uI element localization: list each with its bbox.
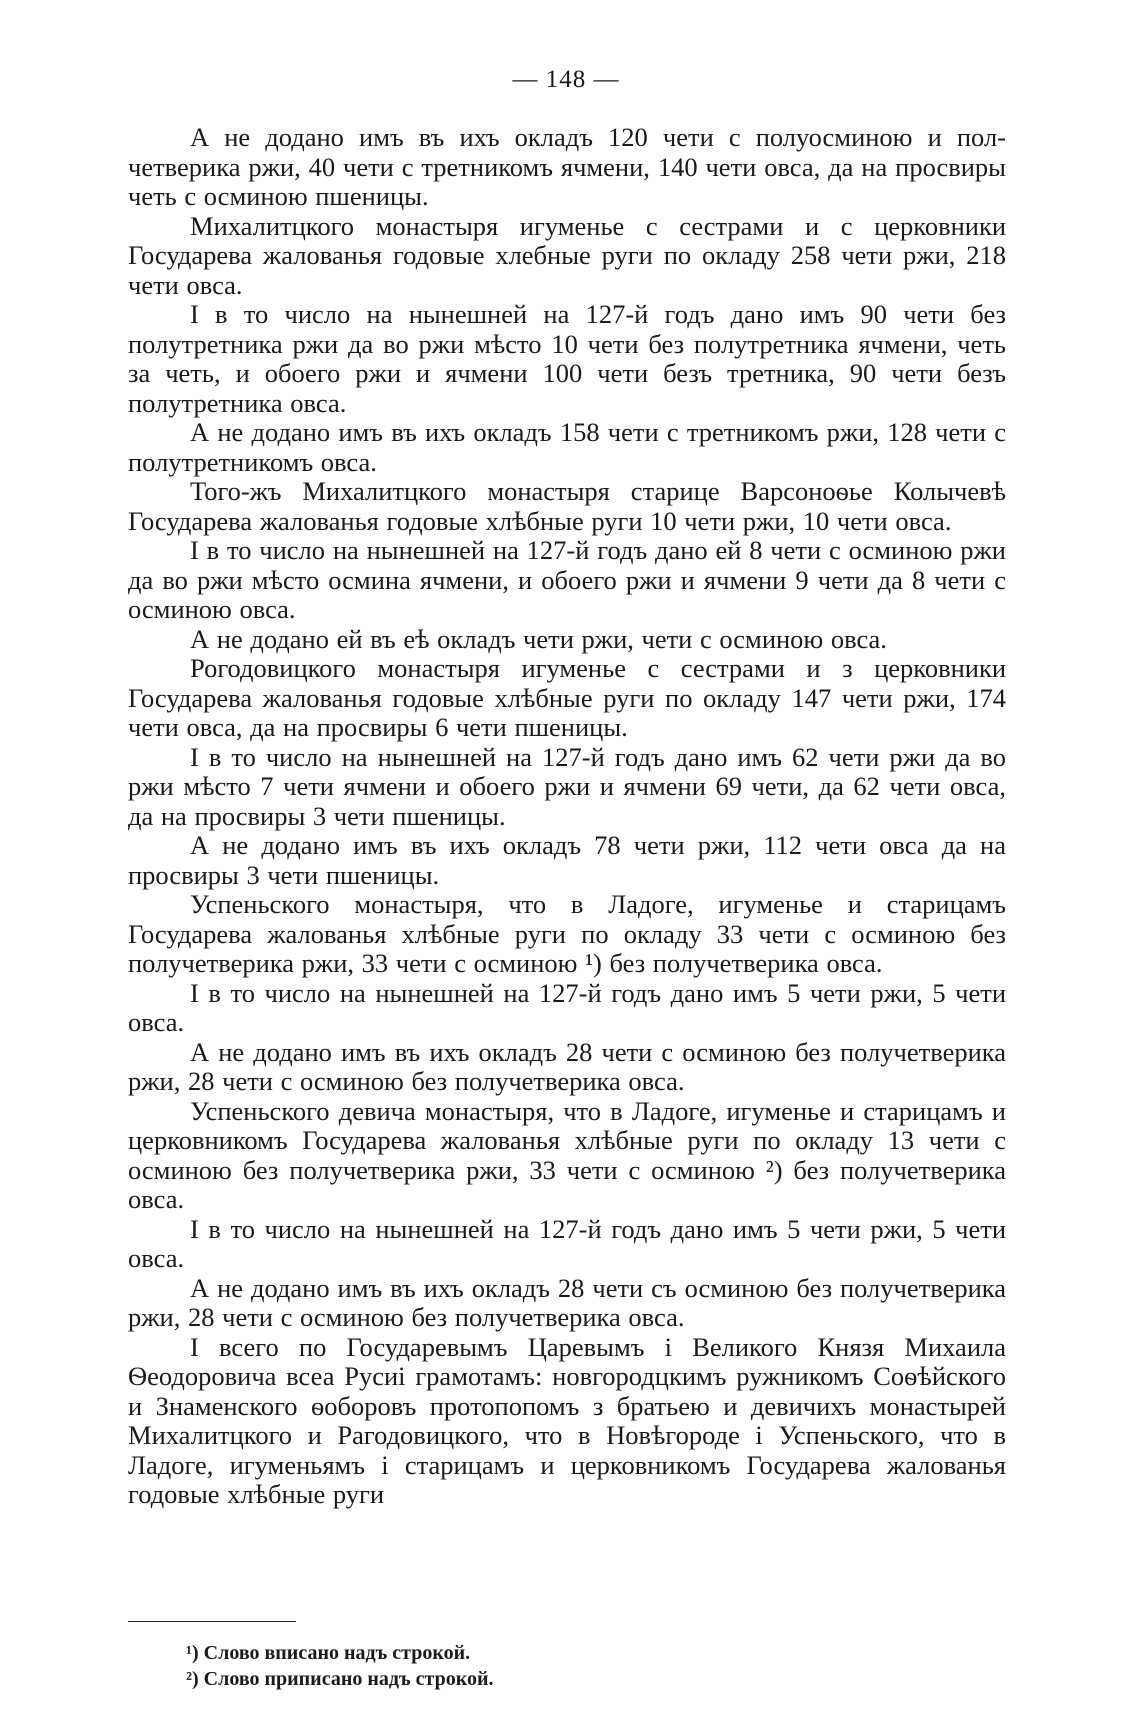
footnote: ¹) Слово вписано надъ строкой. [186, 1642, 471, 1664]
paragraph: А не додано имъ въ ихъ окладъ 78 чети ржи, 112 чети овса да на просвиры 3 чети пшеницы. [128, 830, 1006, 890]
paragraph: І в то число на нынешней на 127-й годъ дано ей 8 чети с осминою ржи да во ржи мѣсто осмина ячмени, и обоего ржи и ячмени 9 чети да 8 чети с осминою овса. [128, 535, 1006, 624]
paragraph: Успеньского девича монастыря, что в Ладоге, игуменье и старицамъ и церковникомъ Государева жалованья хлѣбные руги по окладу 13 чети с осминою без получетверика ржи, 33 чети с осминою ²) без получетверика овса. [128, 1095, 1006, 1214]
paragraph: І в то число на нынешней на 127-й годъ дано имъ 5 чети ржи, 5 чети овса. [128, 1213, 1006, 1273]
footnote: ²) Слово приписано надъ строкой. [186, 1668, 494, 1690]
footnote-divider [128, 1621, 296, 1622]
paragraph: Михалитцкого монастыря игуменье с сестрами и с церковники Государева жалованья годовые хлебные руги по окладу 258 чети ржи, 218 чети овса. [128, 210, 1006, 300]
paragraph: Успеньского монастыря, что в Ладоге, игуменье и старицамъ Государева жалованья хлѣбные руги по окладу 33 чети с осминою без получетверика ржи, 33 чети с осминою ¹) без получетверика овса. [128, 889, 1006, 978]
paragraph: А не додано имъ въ ихъ окладъ 28 чети съ осминою без получетверика ржи, 28 чети с осминою без получетверика овса. [128, 1272, 1006, 1332]
paragraph: Того-жъ Михалитцкого монастыря старице Варсоноѳье Колычевѣ Государева жалованья годовые хлѣбные руги 10 чети ржи, 10 чети овса. [128, 476, 1006, 536]
paragraph: І в то число на нынешней на 127-й годъ дано имъ 62 чети ржи да во ржи мѣсто 7 чети ячмени и обоего ржи и ячмени 69 чети, да 62 чети овса, да на просвиры 3 чети пшеницы. [128, 741, 1006, 831]
paragraph: А не додано имъ въ ихъ окладъ 158 чети с третникомъ ржи, 128 чети с полутретникомъ овса. [128, 417, 1006, 477]
paragraph: І в то число на нынешней на 127-й годъ дано имъ 5 чети ржи, 5 чети овса. [128, 977, 1006, 1037]
footnotes [186, 1640, 986, 1692]
paragraph: А не додано имъ въ ихъ окладъ 28 чети с осминою без получетверика ржи, 28 чети с осминою без получетверика овса. [128, 1036, 1006, 1096]
page-number: — 148 — [512, 66, 620, 93]
paragraph: А не додано имъ въ ихъ окладъ 120 чети с полуосминою и пол-четверика ржи, 40 чети с третникомъ ячмени, 140 чети овса, да на просвиры четь с осминою пшеницы. [128, 122, 1006, 211]
body-text [128, 123, 1006, 1510]
paragraph: А не додано ей въ еѣ окладъ чети ржи, чети с осминою овса. [190, 623, 887, 654]
paragraph: І в то число на нынешней на 127-й годъ дано имъ 90 чети без полутретника ржи да во ржи мѣсто 10 чети без полутретника ячмени, четь за четь, и обоего ржи и ячмени 100 чети безъ третника, 90 чети безъ полутретника овса. [128, 299, 1006, 418]
paragraph: Рогодовицкого монастыря игуменье с сестрами и з церковники Государева жалованья годовые хлѣбные руги по окладу 147 чети ржи, 174 чети овса, да на просвиры 6 чети пшеницы. [128, 653, 1006, 742]
paragraph: І всего по Государевымъ Царевымъ і Великого Князя Михаила Ѳеодоровича всеа Русиі грамотамъ: новгородцкимъ ружникомъ Соѳѣйского и Знаменского ѳоборовъ протопопомъ з братьею и девичихъ монастырей Михалитцкого и Рагодовицкого, что в Новѣгороде і Успеньского, что в Ладоге, игуменьямъ і старицамъ и церковникомъ Государева жалованья годовые хлѣбные руги [128, 1331, 1006, 1509]
